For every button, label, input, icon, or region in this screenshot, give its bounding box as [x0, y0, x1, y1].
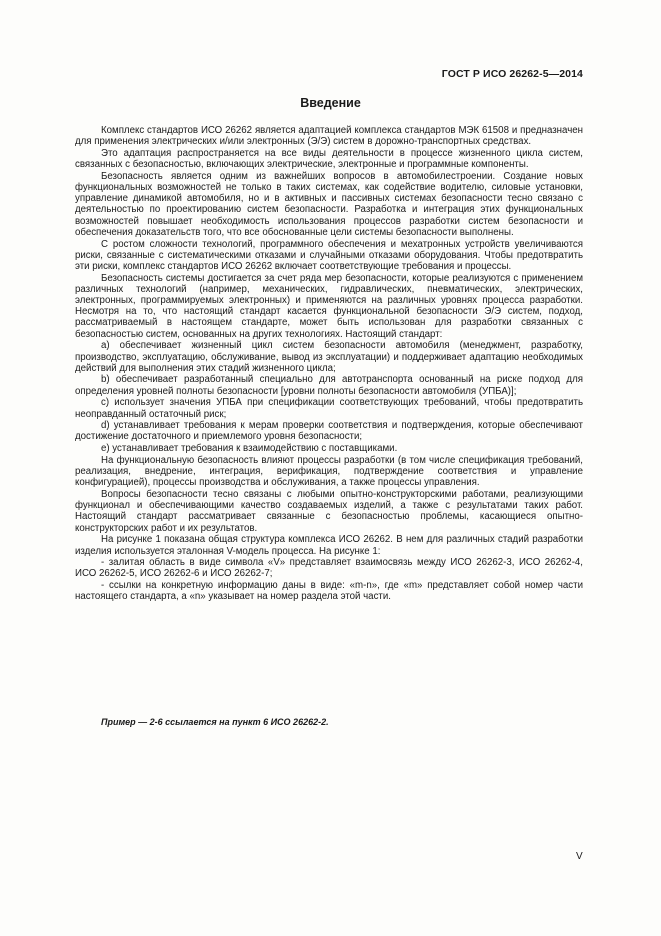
list-item: - залитая область в виде символа «V» представляет взаимосвязь между ИСО 26262-3, ИСО 26262-4, ИСО 26262-5, ИСО 26262-6 и ИСО 26262-7; — [75, 557, 583, 580]
paragraph: На функциональную безопасность влияют процессы разработки (в том числе спецификация требований, реализация, внедрение, интеграция, верификация, подтверждение соответствия и управление конфигурацией), процессы производства и обслуживания, а также процессы управления. — [75, 454, 583, 489]
document-code-header: ГОСТ Р ИСО 26262-5—2014 — [441, 68, 583, 80]
list-item: b) обеспечивает разработанный специально для автотранспорта основанный на риске подход для определения уровней полноты безопасности [уровни полноты безопасности автомобиля (УПБА)]; — [75, 374, 583, 397]
example-note: Пример — 2-6 ссылается на пункт 6 ИСО 26262-2. — [101, 717, 329, 727]
list-item: а) обеспечивает жизненный цикл систем безопасности автомобиля (менеджмент, разработку, производство, эксплуатацию, обслуживание, вывод из эксплуатации) и поддерживает адаптацию необходимых действий для выполнения этих стадий жизненного цикла; — [75, 340, 583, 374]
page-number: V — [576, 851, 583, 862]
paragraph: Это адаптация распространяется на все виды деятельности в процессе жизненного цикла систем, связанных с безопасностью, включающих электрические, электронные и программные компоненты. — [75, 147, 583, 171]
paragraph: Вопросы безопасности тесно связаны с любыми опытно-конструкторскими работами, реализующими функционал и обеспечивающими качество создаваемых изделий, а также с результатами таких работ. Настоящий стандарт рассматривает связанные с безопасностью проблемы, касающиеся опытно-конструкторских работ и их результатов. — [75, 489, 583, 534]
list-item: c) использует значения УПБА при спецификации соответствующих требований, чтобы предотвратить неоправданный остаточный риск; — [75, 397, 583, 420]
list-item: - ссылки на конкретную информацию даны в виде: «m-n», где «m» представляет собой номер части настоящего стандарта, а «n» указывает на номер раздела этой части. — [75, 580, 583, 603]
body-text — [75, 125, 583, 603]
paragraph: С ростом сложности технологий, программного обеспечения и мехатронных устройств увеличиваются риски, связанные с систематическими отказами и случайными отказами оборудования. Чтобы предотвратить эти риски, комплекс стандартов ИСО 26262 включает соответствующие требования и процессы. — [75, 238, 583, 272]
paragraph: Комплекс стандартов ИСО 26262 является адаптацией комплекса стандартов МЭК 61508 и предназначен для применения электрических и/или электронных (Э/Э) систем в дорожно-транспортных средствах. — [75, 125, 583, 148]
list-item: е) устанавливает требования к взаимодействию с поставщиками. — [101, 443, 398, 455]
paragraph: На рисунке 1 показана общая структура комплекса ИСО 26262. В нем для различных стадий разработки изделия используется эталонная V-модель процесса. На рисунке 1: — [75, 534, 583, 557]
page-title: Введение — [300, 96, 361, 110]
list-item: d) устанавливает требования к мерам проверки соответствия и подтверждения, которые обеспечивают достижение достаточного и приемлемого уровня безопасности; — [75, 420, 583, 443]
paragraph: Безопасность системы достигается за счет ряда мер безопасности, которые реализуются с применением различных технологий (например, механических, гидравлических, пневматических, электрических, электронных, программируемых электронных) и применяются на различных уровнях процесса разработки. Несмотря на то, что настоящий стандарт касается функциональной безопасности Э/Э систем, подход, рассматриваемый в настоящем стандарте, может быть использован для разработки связанных с безопасностью систем, основанных на других технологиях. Настоящий стандарт: — [75, 272, 583, 340]
paragraph: Безопасность является одним из важнейших вопросов в автомобилестроении. Создание новых функциональных возможностей не только в таких системах, как содействие водителю, силовые установки, управление динамикой автомобиля, но и в активных и пассивных системах безопасности тесно связано с деятельностью по проектированию систем безопасности. Разработка и интеграция этих функциональных возможностей повышает необходимость использования процессов разработки систем безопасности и обеспечения доказательств того, что все обоснованные цели системы безопасности выполнены. — [75, 170, 583, 238]
